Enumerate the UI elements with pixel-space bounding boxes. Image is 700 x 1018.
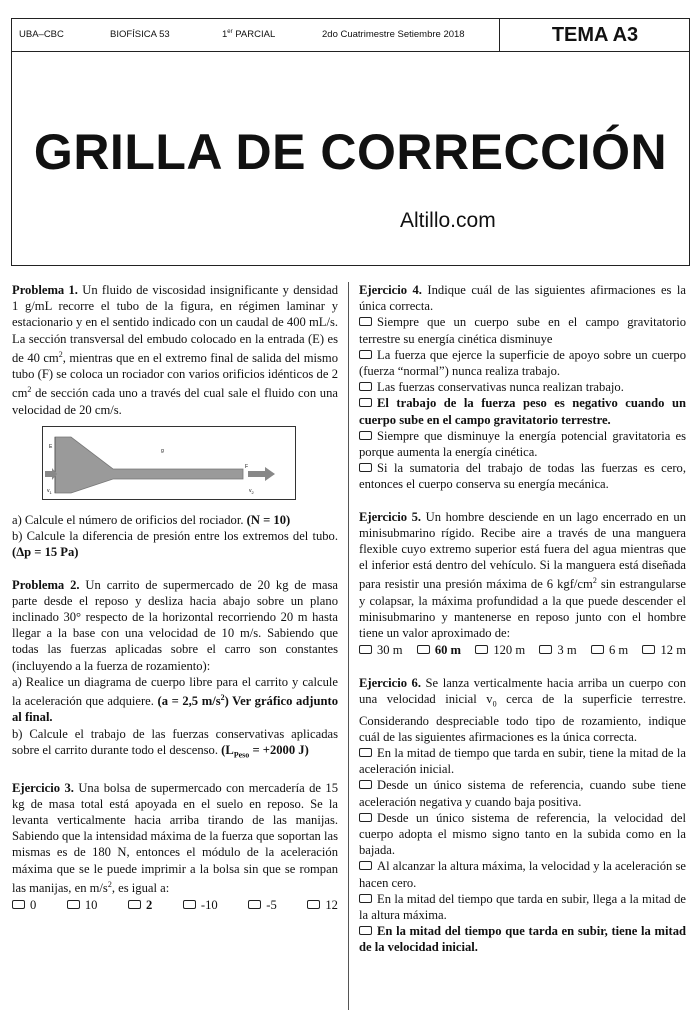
- problem-2-statement: Problema 2. Un carrito de supermercado de 20 kg de masa parte desde el reposo y desliza hacia abajo sobre un plano inclinado 30° respecto de la horizontal recorriendo 20 m hasta llegar a la base con una velocidad de 10 m/s. Sabiendo que todas las fuerzas aplicadas sobre el carro son constantes (incluyendo a la fuerza de rozamiento):: [12, 577, 339, 673]
- sup-cm2-b: 2: [27, 385, 32, 395]
- exercise-3-statement: Ejercicio 3. Una bolsa de supermercado con mercadería de 15 kg de masa total está apoyada en el suelo en reposo. Se la levanta verticalmente hacia arriba tirando de las manijas. Sabiendo que la intensidad máxima de la fuerza que soportan las mismas es de 180 N, entonces el módulo de la aceleración máxima que se le puede imprimir a la bolsa sin que se rompan las manijas, en $m/s^2$, es igual a:: [12, 780, 338, 895]
- exercise-3-options: [12, 897, 338, 913]
- course: BIOFÍSICA 53: [110, 29, 170, 40]
- exercise-3-option[interactable]: 12: [307, 897, 338, 913]
- exercise-5-option[interactable]: 6 m: [591, 642, 628, 658]
- checkbox-icon[interactable]: [591, 645, 604, 654]
- exercise-6-option-correct[interactable]: En la mitad del tiempo que tarda en subir, tiene la mitad de la velocidad inicial.: [359, 924, 686, 955]
- checkbox-icon[interactable]: [359, 382, 372, 391]
- exercise-4-label: Ejercicio 4.: [359, 283, 422, 297]
- checkbox-icon[interactable]: [12, 900, 25, 909]
- checkbox-icon[interactable]: [67, 900, 80, 909]
- fig-label-g: g: [161, 448, 164, 454]
- checkbox-icon[interactable]: [359, 813, 372, 822]
- left-column: [12, 282, 338, 929]
- exercise-4-option[interactable]: La fuerza que ejerce la superficie de apoyo sobre un cuerpo (fuerza “normal”) nunca realiza trabajo.: [359, 347, 686, 379]
- problem-2-question-b: b) Calcule el trabajo de las fuerzas conservativas aplicadas sobre el carrito durante todo el descenso. ($L_{Peso} = +2000$ J): [12, 726, 338, 760]
- problem-1-label: Problema 1.: [12, 283, 78, 297]
- problem-1: [12, 282, 338, 561]
- checkbox-icon[interactable]: [359, 350, 372, 359]
- exam-sup: er: [227, 29, 233, 35]
- tube-diagram: [43, 427, 297, 501]
- checkbox-icon[interactable]: [359, 463, 372, 472]
- problem-2: [12, 577, 338, 764]
- exam-number: 1: [222, 29, 228, 41]
- exercise-6-option[interactable]: Al alcanzar la altura máxima, la velocidad y la aceleración se hacen cero.: [359, 859, 686, 890]
- fig-label-v2: $v_2$: [249, 488, 254, 495]
- checkbox-icon[interactable]: [359, 645, 372, 654]
- exam-label: [222, 29, 275, 40]
- problem-1-text-b: , mientras que en el extremo final de salida del mismo tubo (F) se coloca un rociador con varios orificios idénticos de 2 cm: [12, 351, 338, 401]
- exercise-5-option-correct[interactable]: 60 m: [417, 642, 461, 658]
- exercise-6: [359, 675, 686, 956]
- exercise-5-option[interactable]: 120 m: [475, 642, 525, 658]
- checkbox-icon[interactable]: [539, 645, 552, 654]
- exercise-5: [359, 509, 686, 659]
- site-name: Altillo.com: [400, 209, 496, 232]
- checkbox-icon[interactable]: [359, 317, 372, 326]
- checkbox-icon[interactable]: [359, 748, 372, 757]
- checkbox-icon[interactable]: [475, 645, 488, 654]
- problem-1-text-c: de sección cada uno a través del cual sale el fluido con una velocidad de 20 cm/s.: [12, 386, 338, 417]
- problem-1-question-b: b) Calcule la diferencia de presión entre los extremos del tubo. (Δp = 15 Pa): [12, 529, 338, 560]
- exercise-6-option[interactable]: En la mitad del tiempo que tarda en subir, llega a la mitad de la altura máxima.: [359, 891, 686, 923]
- sup-cm2-a: 2: [58, 349, 63, 359]
- exercise-4-option[interactable]: Si la sumatoria del trabajo de todas las fuerzas es cero, entonces el cuerpo conserva su energía mecánica.: [359, 461, 686, 492]
- exercise-6-option[interactable]: Desde un único sistema de referencia, la velocidad del cuerpo adopta el mismo signo tanto en la subida como en la bajada.: [359, 810, 686, 858]
- outflow-arrow: [248, 467, 275, 481]
- checkbox-icon[interactable]: [248, 900, 261, 909]
- problem-2-answer-b: ($L_{Peso} = +2000$ J): [221, 742, 309, 760]
- exercise-3-option[interactable]: 0: [12, 897, 36, 913]
- problem-1-question-a: a) Calcule el número de orificios del rociador. (N = 10): [12, 513, 291, 527]
- exercise-3-option[interactable]: 10: [67, 897, 98, 913]
- exercise-6-option[interactable]: En la mitad de tiempo que tarda en subir, tiene la mitad de la aceleración inicial.: [359, 745, 686, 777]
- right-column: [359, 282, 686, 972]
- checkbox-icon[interactable]: [359, 894, 372, 903]
- exercise-3-label: Ejercicio 3.: [12, 780, 74, 795]
- header-box: [11, 18, 690, 266]
- exercise-5-label: Ejercicio 5.: [359, 509, 422, 524]
- funnel-tube-shape: [55, 437, 243, 493]
- exercise-5-options: [359, 642, 686, 658]
- exercise-4-option[interactable]: Siempre que disminuye la energía potencial gravitatoria es porque aumenta la energía cinética.: [359, 428, 686, 460]
- checkbox-icon[interactable]: [642, 645, 655, 654]
- exam-date: 2do Cuatrimestre Setiembre 2018: [322, 29, 465, 40]
- tema-label: TEMA A3: [499, 19, 690, 51]
- fig-label-e: E: [49, 444, 53, 450]
- page-title: GRILLA DE CORRECCIÓN: [33, 124, 668, 180]
- tube-figure: [42, 426, 296, 500]
- checkbox-icon[interactable]: [359, 780, 372, 789]
- exercise-6-option[interactable]: Desde un único sistema de referencia, cuando sube tiene aceleración negativa y cuando baja positiva.: [359, 778, 686, 809]
- exam-word: PARCIAL: [232, 29, 276, 41]
- problem-1-text-a: Un fluido de viscosidad insignificante y densidad 1 g/mL recorre el tubo de la figura, en régimen laminar y estacionario y en el sentido indicado con un caudal de 400 mL/s. La sección transversal del embudo colocado en la entrada (E) es de 40 cm: [12, 283, 338, 365]
- exercise-6-statement: Ejercicio 6. Se lanza verticalmente hacia arriba un cuerpo con una velocidad inicial $v_0$ cerca de la superficie terrestre. Considerando despreciable todo tipo de rozamiento, indique cuál de las siguientes afirmaciones es la única correcta.: [359, 675, 686, 744]
- checkbox-icon[interactable]: [417, 645, 430, 654]
- exercise-4-option-correct[interactable]: El trabajo de la fuerza peso es negativo cuando un cuerpo sube en el campo gravitatorio terrestre.: [359, 396, 686, 427]
- header-row: [12, 19, 689, 52]
- problem-2-answer-a: (a = 2,5 $m/s^2$) Ver gráfico adjunto al final.: [12, 693, 338, 725]
- problem-2-question-a: a) Realice un diagrama de cuerpo libre para el carrito y calcule la aceleración que adquiere. (a = 2,5 $m/s^2$) Ver gráfico adjunto al final.: [12, 674, 338, 725]
- exercise-5-option[interactable]: 12 m: [642, 642, 686, 658]
- exercise-5-option[interactable]: 30 m: [359, 642, 403, 658]
- problem-1-answer-a: (N = 10): [246, 513, 291, 527]
- column-divider: [348, 282, 349, 1010]
- checkbox-icon[interactable]: [359, 398, 372, 407]
- exercise-3-option[interactable]: -10: [183, 897, 218, 913]
- fig-label-v1: $v_1$: [47, 488, 52, 495]
- exercise-4-option[interactable]: Siempre que un cuerpo sube en el campo gravitatorio terrestre su energía cinética disminuye: [359, 315, 686, 346]
- checkbox-icon[interactable]: [128, 900, 141, 909]
- exercise-6-label: Ejercicio 6.: [359, 675, 422, 690]
- checkbox-icon[interactable]: [359, 926, 372, 935]
- exercise-5-option[interactable]: 3 m: [539, 642, 576, 658]
- checkbox-icon[interactable]: [359, 431, 372, 440]
- exercise-5-statement: Ejercicio 5. Un hombre desciende en un lago encerrado en un minisubmarino rígido. Recibe aire a través de una manguera flexible cuyo extremo superior está fuera del agua mientras que el inferior está dentro del vehículo. Si la manguera está diseñada para resistir una presión máxima de 6 kgf/$cm^2$ sin estrangularse y colapsar, la máxima profundidad a la que puede descender el minisubmarino y mantenerse en reposo junto con el hombre tiene un valor aproximado de:: [359, 509, 686, 641]
- problem-1-answer-b: (Δp = 15 Pa): [12, 545, 79, 560]
- fig-label-f: F: [245, 464, 249, 470]
- exercise-3-option-correct[interactable]: 2: [128, 897, 152, 913]
- checkbox-icon[interactable]: [307, 900, 320, 909]
- exercise-4: [359, 282, 686, 493]
- exercise-3-option[interactable]: -5: [248, 897, 277, 913]
- exercise-4-statement: Ejercicio 4. Indique cuál de las siguientes afirmaciones es la única correcta.: [359, 283, 686, 314]
- checkbox-icon[interactable]: [359, 861, 372, 870]
- problem-2-label: Problema 2.: [12, 577, 80, 592]
- problem-1-statement: [12, 282, 338, 418]
- exercise-3: [12, 780, 338, 914]
- institution: UBA–CBC: [19, 29, 64, 40]
- checkbox-icon[interactable]: [183, 900, 196, 909]
- exercise-4-option[interactable]: Las fuerzas conservativas nunca realizan trabajo.: [359, 379, 686, 395]
